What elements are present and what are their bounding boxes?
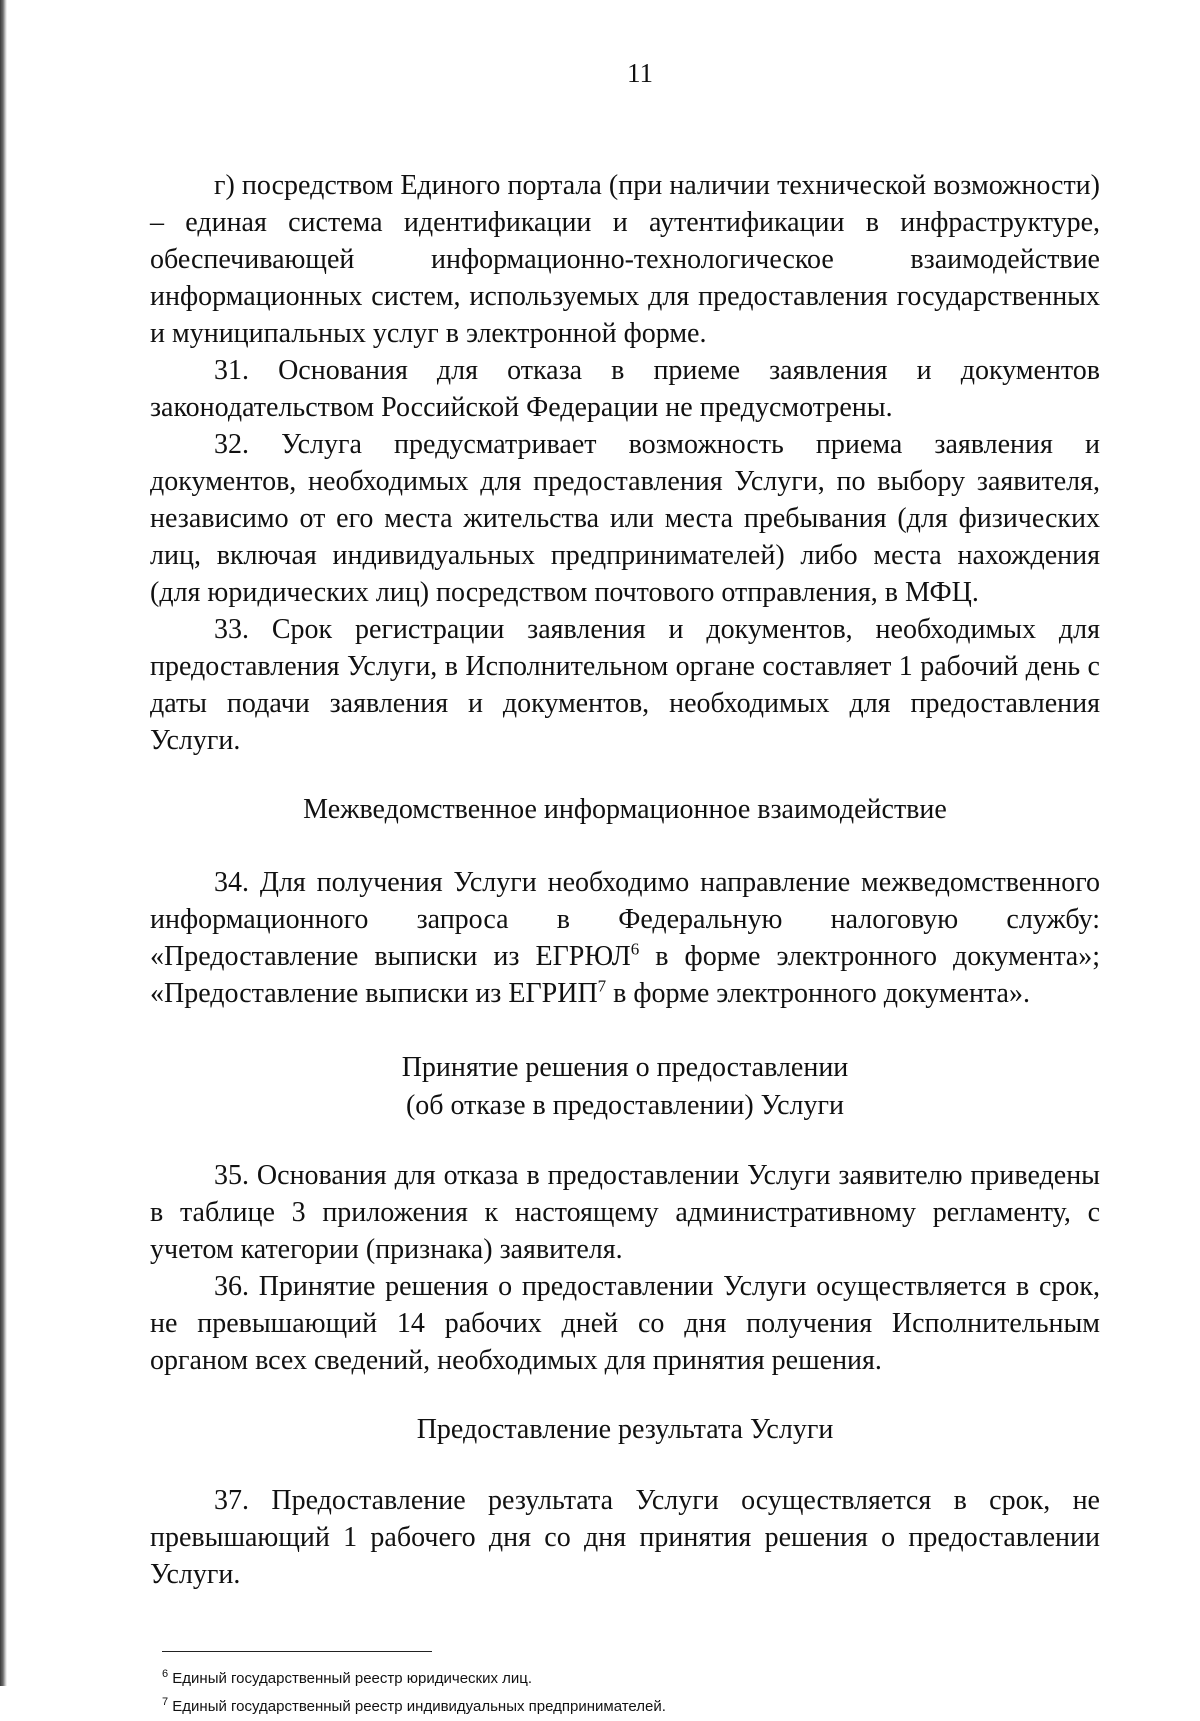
heading-decision (150, 1049, 1100, 1125)
paragraph-34-part-1: 34. Для получения Услуги необходимо направление межведомственного информационного запроса в Федеральную налоговую службу: «Предоставление выписки из ЕГРЮЛ (150, 867, 1100, 972)
paragraph-34-part-2: в форме электронного документа»; «Предоставление выписки из ЕГРИП (150, 941, 1100, 1009)
paragraph-36: 36. Принятие решения о предоставлении Услуги осуществляется в срок, не превышающий 14 рабочих дней со дня получения Исполнительным органом всех сведений, необходимых для принятия решения. (150, 1271, 1100, 1376)
footnote-ref-7: 7 (597, 976, 607, 996)
heading-decision-line-2: (об отказе в предоставлении) Услуги (405, 1090, 845, 1121)
page-number: 11 (627, 58, 653, 88)
footnote-7 (162, 1693, 1100, 1721)
paragraph-37: 37. Предоставление результата Услуги осуществляется в срок, не превышающий 1 рабочего дня со дня принятия решения о предоставлении Услуги. (150, 1485, 1100, 1590)
footnote-7-text: Единый государственный реестр индивидуальных предпринимателей. (168, 1698, 666, 1715)
heading-interagency: Межведомственное информационное взаимодействие (303, 794, 947, 825)
paragraph-33: 33. Срок регистрации заявления и документов, необходимых для предоставления Услуги, в Исполнительном органе составляет 1 рабочий день с даты подачи заявления и документов, необходимых для предоставления Услуги. (150, 614, 1100, 756)
footnote-divider (162, 1651, 432, 1652)
paragraph-34-part-3: в форме электронного документа». (606, 978, 1030, 1009)
paragraph-g: г) посредством Единого портала (при наличии технической возможности) – единая система идентификации и аутентификации в инфраструктуре, обеспечивающей информационно-технологическое взаимодействие информационных систем, используемых для предоставления государственных и муниципальных услуг в электронной форме. (150, 170, 1100, 349)
heading-result: Предоставление результата Услуги (416, 1414, 834, 1445)
footnote-7-mark: 7 (162, 1696, 169, 1708)
document-page (150, 58, 1100, 1721)
paragraph-31: 31. Основания для отказа в приеме заявления и документов законодательством Российской Федерации не предусмотрены. (150, 355, 1100, 423)
paragraph-34 (150, 864, 1100, 1012)
footnote-6 (162, 1665, 1100, 1693)
footnote-ref-6: 6 (630, 939, 640, 959)
footnote-6-text: Единый государственный реестр юридических лиц. (168, 1670, 533, 1687)
paragraph-32: 32. Услуга предусматривает возможность приема заявления и документов, необходимых для предоставления Услуги, по выбору заявителя, независимо от его места жительства или места пребывания (для физических лиц, включая индивидуальных предпринимателей) либо места нахождения (для юридических лиц) посредством почтового отправления, в МФЦ. (150, 429, 1100, 608)
paragraph-35: 35. Основания для отказа в предоставлении Услуги заявителю приведены в таблице 3 приложения к настоящему административному регламенту, с учетом категории (признака) заявителя. (150, 1160, 1100, 1265)
heading-decision-line-1: Принятие решения о предоставлении (401, 1052, 849, 1083)
footnote-6-mark: 6 (162, 1668, 169, 1680)
scan-edge (0, 0, 7, 1686)
